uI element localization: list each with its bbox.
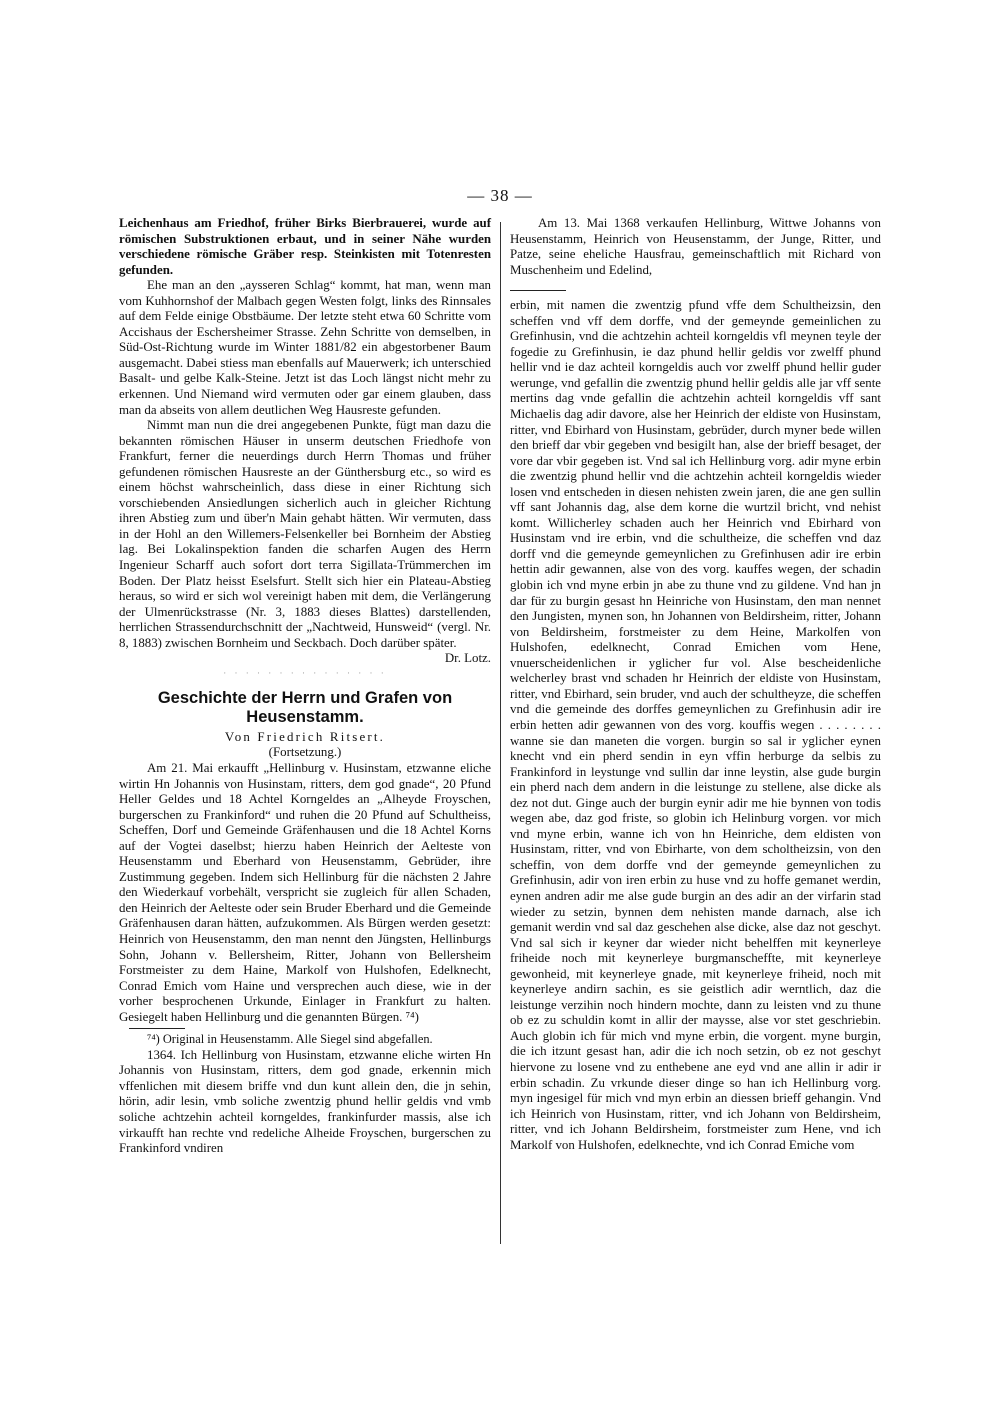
right-column [510,216,881,1153]
column-divider [500,222,501,1244]
left-column [119,216,491,1157]
left-paragraph-5: 1364. Ich Hellinburg von Husinstam, etzwanne eliche wirten Hn Johannis von Husinstam, ritters, dem god gnade, erkennin mich vffenlichen mit diesem briffe vnd dun kunt allein den, die jn sehin, hörin, adir lesin, vmb soliche zwentzig phund hellir geldis vnd vmb soliche achtzehin achteil korngeldes, frankinfurder massis, alse ich virkaufft han rechte vnd redeliche Alheide Froyschen, burgerschen zu Frankinford vndiren [119,1047,491,1156]
insert-rule [510,290,566,291]
left-paragraph-2: Ehe man an den „aysseren Schlag“ kommt, hat man, wenn man vom Kuhhornshof der Malbach gegen Westen folgt, links des Rinnsales auf dem Felde einige Obstbäume. Der letzte steht etwa 60 Schritte vom Accishaus der Eschersheimer Strasse. Zehn Schritte von demselben, in Süd-Ost-Richtung wurde im Winter 1881/82 ein abgestorbener Baum ausgemacht. Dabei stiess man ebenfalls auf Mauerwerk; ich unterschied Basalt- und gelbe Kalk-Steine. Jetzt ist das Loch längst nicht mehr zu erkennen. Und Niemand wird vermuten oder gar einem glauben, dass man da abseits von allem deutlichen Weg Hausreste gefunden. [119,278,491,417]
left-paragraph-3: Nimmt man nun die drei angegebenen Punkte, fügt man dazu die bekannten römischen Häuser in unserm deutschen Friedhofe von Frankfurt, ferner die neuerdings durch Herrn Thomas und früher gefundenen römischen Hausreste an der Günthersburg etc., so wird es einem höchst wahrscheinlich, dass diese in einer Richtung sich vorschiebenden Ansiedlungen sicherlich auch in gleicher Richtung ihren Abstieg zum und über'n Main gehabt hätten. Wir vermuten, dass in der Hohl an den Willemers-Felsenkeller bei Bornheim der Abstieg lag. Bei Lokalinspektion fanden die scharfen Augen des Herrn Ingenieur Scharff auch sofort dort terra Sigillata-Trümmerchen im Boden. Der Platz heisst Eselsfurt. Stellt sich hier ein Plateau-Abstieg heraus, so wird er sich wol vereinigt haben mit dem, die Verlängerung der Ulmenrückstrasse (Nr. 3, 1883 dieses Blattes) darstellenden, herrlichen Strassendurchschnitt der „Nachtweid, Hunsweid“ (vergl. Nr. 8, 1883) zwischen Bornheim und Seckbach. Doch darüber später. [119,418,491,650]
article-byline: Von Friedrich Ritsert. [224,729,386,744]
page-number: — 38 — [467,186,533,205]
article-heading: Geschichte der Herrn und Grafen von Heusenstamm. [157,688,453,726]
footnote-rule [129,1028,185,1029]
section-separator: · · · · · · · · · · · · · · · [223,667,387,678]
left-paragraph-4: Am 21. Mai erkaufft „Hellinburg v. Husinstam, etzwanne eliche wirtin Hn Johannis von Husinstam, ritters, dem god gnade“, 20 Pfund Heller Geldes und 18 Achtel Korngeldes an „Alheyde Froyschen, burgerschen zu Frankinford“ und ruhen die 20 Pfund auf Schultheiss, Scheffen, Dorf und Gemeinde Gräfenhausen und die 18 Achtel Korns auf der Vogtei daselbst; hierzu haben Heinrich der Aelteste von Heusenstamm und Eberhard von Heusenstamm, Gebrüder, ihre Zustimmung gegeben. Indem sich Hellinburg für die nächsten 2 Jahre den Wiederkauf vorbehält, verspricht sie zugleich für allen Schaden, den Heinrich der Aelteste oder sein Bruder Eberhard und die Gemeinde Gräfenhausen daran hätten, aufzukommen. Als Bürgen werden gesetzt: Heinrich von Heusenstamm, den man nennt den Jüngsten, Hellinburgs Sohn, Johann v. Bellersheim, Ritter, Johann von Bellersheim Forstmeister zu dem Haine, Markolf von Hulshofen, Edelknecht, Conrad Emich vom Haine und versprechen auch diese, wie in der vorher besprochenen Urkunde, Einlager in Frankfurt zu halten. Gesiegelt haben Hellinburg und die genannten Bürgen. ⁷⁴) [119,760,491,1024]
author-signature: Dr. Lotz. [444,651,491,666]
right-paragraph-1: Am 13. Mai 1368 verkaufen Hellinburg, Wittwe Johanns von Heusenstamm, Heinrich von Heusenstamm, der Junge, Ritter, und Patze, seine eheliche Hausfrau, gemeinschaftlich mit Richard von Muschenheim und Edelind, [510,216,881,277]
right-paragraph-2: erbin, mit namen die zwentzig pfund vffe dem Schultheizsin, den scheffen vnd vff dem dorffe, vnd der gemeynde gemeinlichen zu Grefinhusin, vnd die achtzehin achteil korngeldis vfl meynen teyle der fogedie zu Grefinhusin, ie daz phund hellir geldis vor zwelff phund hellir vnd ie daz achteil korngeldis auch vor zwelff phund hellir guder werunge, vnd gefallin die zwentzig phund hellir geldis alle jar vff sente mertins dag vnde gefallin die achtzehin achteil korngeldis vff sant Michaelis dag adir davore, alse her Heinrich der eldiste von Husinstam, ritter, vnd Ebirhard von Husinstam, gebrüder, durch myner bede willen den brieff dar vbir gegeben vnd besigilt han, alse der brieff besaget, der vore dar vbir gegeben ist. Vnd sal ich Hellinburg vorg. adir myne erbin die zwentzig phund hellir vnd die achtzehin achteil korngeldis wieder losen vnd entscheden in diesen nehisten zwein jaren, die ane gen sullin vff sant Johannis dag, alse dem korne die wurtzil bricht, vnd nehist komt. Willicherley schaden auch her Heinrich vnd Ebirhard von Husinstam vnd ire erbin, vnd die schultheize, die scheffen vnd daz dorff vnd die gemeynde gemeynlichen zu Grefinhusen adir ire erbin hettin adir gewannen, alse von des vorg. kauffes wegen, der schadin globin ich vnd myne erbin jn abe zu thune vnd zu gildene. Vnd han jn dar für zu burgin gesast hn Heinriche von Husinstam, den man nennet den Jungisten, mynen son, hn Johannen von Beldirsheim, ritter, Johann von Beldirsheim, forstmeister zu dem Heine, Markolfen von Hulshofen, edelknecht, Conrad Emichen vom Hene, vnuerscheidenlichen ir yglicher fur vol. Alse bescheidenliche welcherley brast vnd schaden hr Heinrich der eldiste von Husinstam, ritter, vnd Ebirhard, sein bruder, vnd auch der schultheyze, die scheffen vnd die gemeinde des dorffes gemeynlichen zu Grefinhusin adir ire erbin hetten adir gewannen von des vorg. kouffis wegen . . . . . . . . wanne sie dan maneten die vorgen. burgin so sal ir yglicher eynen knecht vnd ein pherd sendin in eyn vffin herburge da selbis zu Frankinford in leystunge vnd sullin dar inne leystin, alse gude burgin ein pherd nach dem andern in die leistunge zu stellene, alse dicke als dez not dut. Ginge auch der burgin eynir adir me hie bynnen von todis wegen abe, daz god friste, so globin ich Helinburg vorgen. vor mich vnd myne erbin, wanne ich von hn Heinriche, dem eldisten von Husinstam, ritter, vnd von Ebirharte, von dem scholtheizsin, von den scheffin, von dem dorffe vnd der gemeynde gemeynlichen zu Grefinhusin, adir von iren erbin zu huse vnd zu hoffe gemanet werdin, eynen andren adir me alse gude burgin an des adir an der virfarin stad wieder zu setzin, bynnen dem nehisten mande darnach, alse ich gemanit werdin vnd sal daz geschehen alse dicke, alse daz not geschyt. Vnd sal sich ir keyner dar wieder nicht behelffen mit keynerleye friheide noch mit keynerleye burgmanscheffte, mit keynerleye gewonheid, mit keynerleye gnade, mit keynerleye friheid, noch mit keynerleye andirn sachin, es sie geistlich adir werntlich, daz die leistunge verzihin noch hindern mochte, dann zu leisten vnd zu thune ob ez zu schuldin komt in allir der maysse, alse vor stet geschriebin. Auch globin ich für mich vnd myne erbin, die vorgent. myne burgin, die ich itzunt gesast han, adir die ich noch setzin, ob ez not geschyt hiervone zu losene vnd zu enthebene ane eyd vnd ane allin ir adir ir erbin schadin. Zu vrkunde dieser dinge so han ich Hellinburg vorg. myn ingesigel für mich vnd myn erbin an diessen brieff gehangin. Vnd ich Heinrich von Husinstam, ritter, vnd ich Johann von Beldirsheim, ritter, vnd ich Johann Beldirsheim, forstmeister zum Hene, vnd ich Markolf von Hulshofen, edelknechte, vnd ich Conrad Emiche vom [510,298,881,1152]
continuation-note: (Fortsetzung.) [268,745,342,760]
footnote-74: ⁷⁴) Original in Heusenstamm. Alle Siegel sind abgefallen. [147,1032,433,1047]
left-paragraph-1: Leichenhaus am Friedhof, früher Birks Bierbrauerei, wurde auf römischen Substruktionen erbaut, und in seiner Nähe wurden verschiedene römische Gräber resp. Steinkisten mit Totenresten gefunden. [119,216,491,277]
